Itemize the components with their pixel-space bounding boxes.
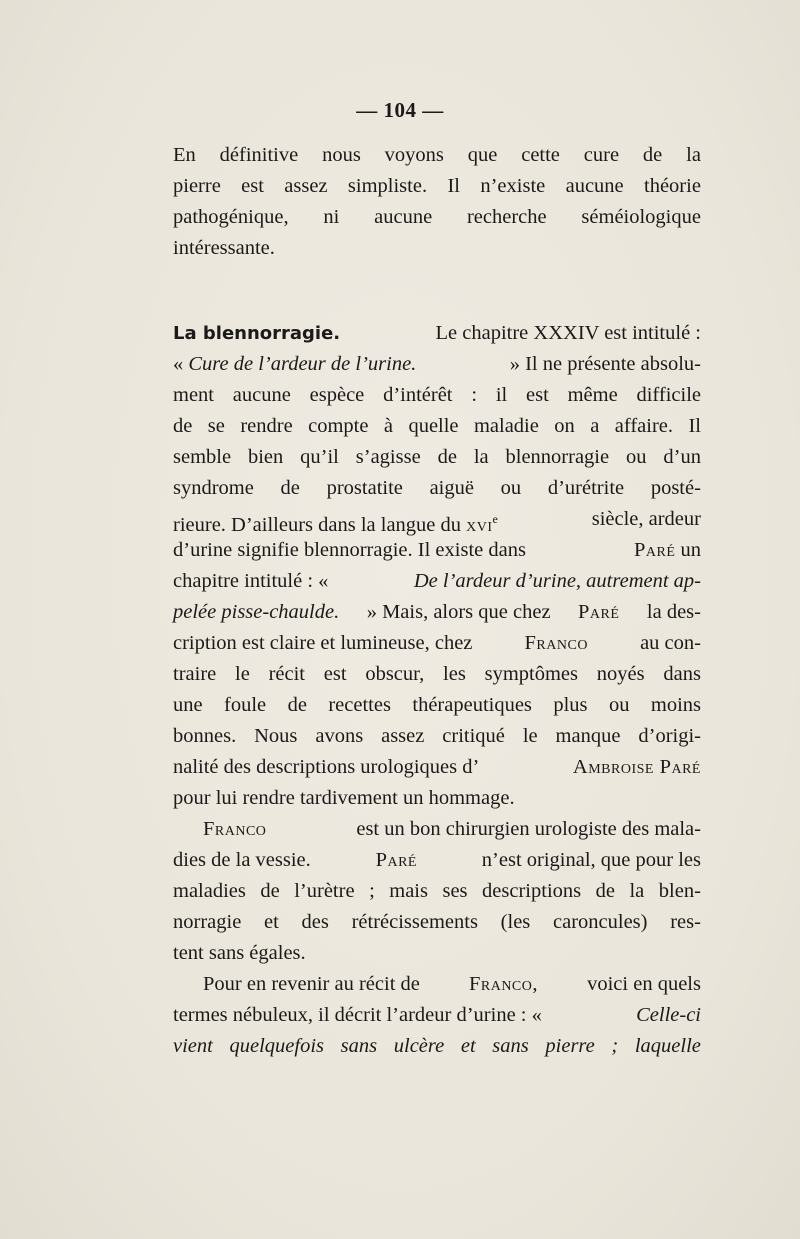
text-line: nalité des descriptions urologiques d’ Ambroise Paré — [173, 752, 701, 783]
text-line: pelée pisse-chaulde. » Mais, alors que chez Paré la des- — [173, 597, 701, 628]
quoted-text: Celle-ci — [636, 1004, 701, 1026]
author-name: Franco — [203, 818, 267, 840]
author-name: Paré — [633, 539, 676, 561]
page-number: — 104 — — [356, 98, 444, 122]
paragraph-quote — [173, 969, 701, 1062]
text-line: En définitive nous voyons que cette cure de la — [173, 144, 701, 166]
text-line: traire le récit est obscur, les symptômes noyés dans — [173, 663, 701, 685]
chapter-title: Cure de l’ardeur de l’urine. — [188, 353, 417, 375]
text-line: bonnes. Nous avons assez critiqué le manque d’origi- — [173, 725, 701, 747]
text-line: rieure. D’ailleurs dans la langue du xvi$^e$ siècle, ardeur — [173, 508, 701, 536]
text-line: ment aucune espèce d’intérêt : il est même difficile — [173, 384, 701, 406]
text-line: syndrome de prostatite aiguë ou d’urétrite posté- — [173, 477, 701, 499]
chapter-title: De l’ardeur d’urine, autrement ap- — [413, 570, 701, 592]
text-line: « Cure de l’ardeur de l’urine. » Il ne présente absolu- — [173, 353, 701, 375]
text-line: maladies de l’urètre ; mais ses descriptions de la blen- — [173, 880, 701, 902]
text-line: termes nébuleux, il décrit l’ardeur d’urine : « Celle-ci — [173, 1000, 701, 1031]
text-line: La blennorragie. Le chapitre XXXIV est intitulé : — [173, 318, 701, 349]
quoted-text: vient quelquefois sans ulcère et sans pierre ; laquelle — [173, 1035, 701, 1057]
text-line: dies de la vessie. Paré n’est original, que pour les — [173, 845, 701, 876]
text-line: semble bien qu’il s’agisse de la blennorragie ou d’un — [173, 446, 701, 468]
author-name: Paré — [578, 601, 620, 623]
author-name: Ambroise Paré — [572, 756, 701, 778]
paragraph-blennorragie — [173, 318, 701, 814]
text-line: chapitre intitulé : « De l’ardeur d’urine, autrement ap- — [173, 566, 701, 597]
author-name: Franco — [524, 632, 588, 654]
text-line: norragie et des rétrécissements (les caroncules) res- — [173, 911, 701, 933]
text-line: pathogénique, ni aucune recherche séméiologique — [173, 206, 701, 228]
text-line: tent sans égales. — [173, 942, 306, 964]
text-line: d’urine signifie blennorragie. Il existe dans Paré un — [173, 539, 701, 561]
text-line: pierre est assez simpliste. Il n’existe aucune théorie — [173, 175, 701, 197]
text-line: cription est claire et lumineuse, chez Franco au con- — [173, 628, 701, 659]
author-name: Paré — [375, 849, 417, 871]
paragraph-franco — [173, 814, 701, 969]
text-line: pour lui rendre tardivement un hommage. — [173, 787, 515, 809]
section-heading: La blennorragie. — [173, 323, 341, 344]
text-line: intéressante. — [173, 237, 275, 259]
chapter-title: pelée pisse-chaulde. — [173, 601, 340, 623]
text-line: de se rendre compte à quelle maladie on a affaire. Il — [173, 415, 701, 437]
paragraph-conclusion — [173, 140, 701, 264]
author-name: Franco, — [468, 973, 539, 995]
text-line: Pour en revenir au récit de Franco, voici en quels — [173, 969, 701, 1000]
text-line: Franco est un bon chirurgien urologiste des mala- — [173, 814, 701, 845]
text-line: une foule de recettes thérapeutiques plus ou moins — [173, 694, 701, 716]
